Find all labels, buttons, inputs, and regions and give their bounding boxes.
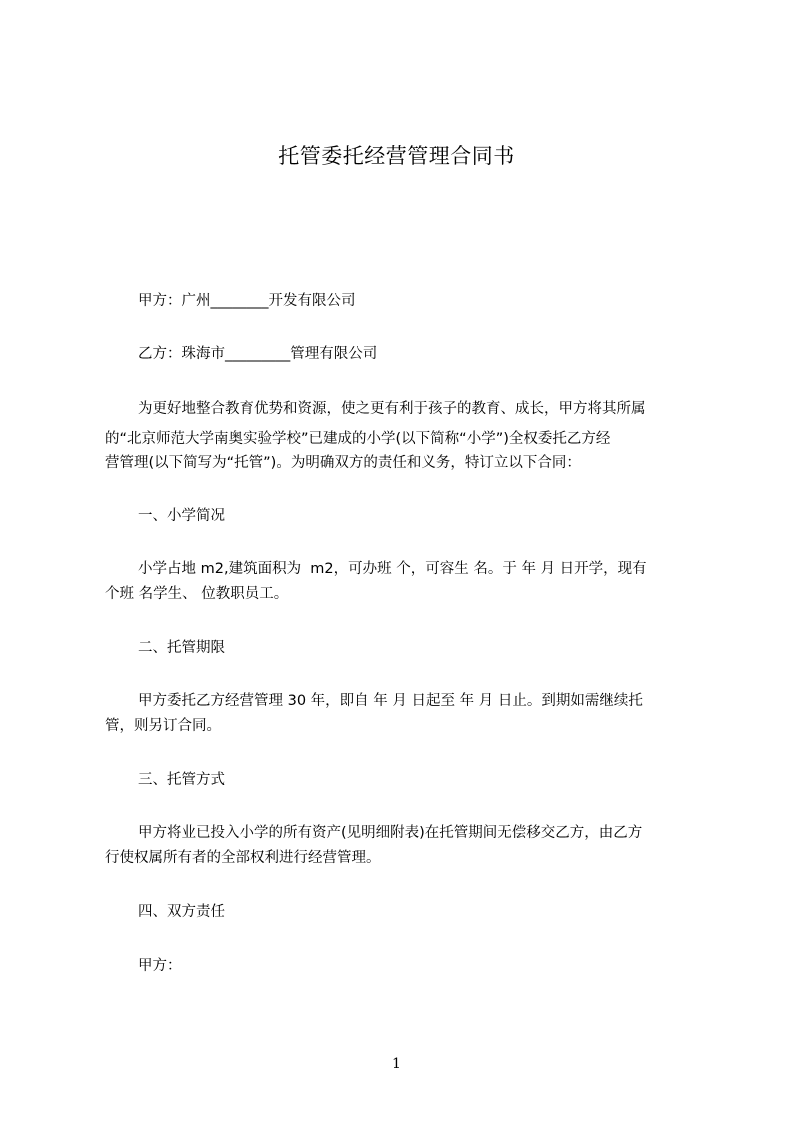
- page-number: 1: [392, 1056, 401, 1072]
- section-4-heading: 四、双方责任: [138, 904, 225, 920]
- party-a-label: 甲方：: [138, 958, 182, 974]
- section-1-heading: 一、小学简况: [138, 508, 225, 524]
- intro-line-1: 为更好地整合教育优势和资源，使之更有利于孩子的教育、成长，甲方将其所属: [138, 401, 646, 417]
- intro-line-2: 的“北京师范大学南奥实验学校”已建成的小学(以下简称“小学”)全权委托乙方经: [105, 431, 611, 447]
- party-a-line: 甲方：广州________开发有限公司: [138, 293, 356, 309]
- section-3-line-1: 甲方将业已投入小学的所有资产(见明细附表)在托管期间无偿移交乙方，由乙方: [138, 825, 643, 841]
- section-2-line-1: 甲方委托乙方经营管理 30 年，即自 年 月 日起至 年 月 日止。到期如需继续托: [138, 693, 643, 709]
- intro-line-3: 营管理(以下简写为“托管”)。为明确双方的责任和义务，特订立以下合同：: [105, 455, 581, 471]
- section-2-heading: 二、托管期限: [138, 640, 225, 656]
- document-title: 托管委托经营管理合同书: [278, 144, 515, 168]
- section-2-line-2: 管，则另订合同。: [105, 718, 221, 734]
- section-1-line-1: 小学占地 m2,建筑面积为 m2，可办班 个，可容生 名。于 年 月 日开学，现有: [138, 561, 647, 577]
- party-b-line: 乙方：珠海市_________管理有限公司: [138, 346, 378, 362]
- section-3-line-2: 行使权属所有者的全部权利进行经营管理。: [105, 850, 381, 866]
- section-3-heading: 三、托管方式: [138, 772, 225, 788]
- section-1-line-2: 个班 名学生、 位教职员工。: [105, 586, 289, 602]
